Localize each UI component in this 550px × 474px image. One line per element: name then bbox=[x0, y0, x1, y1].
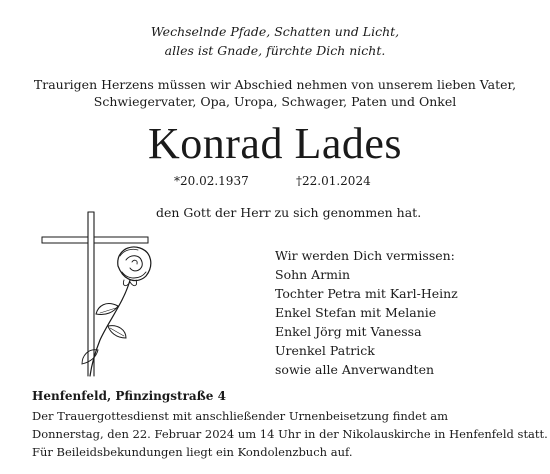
mourner-line-1: Wir werden Dich vermissen: bbox=[275, 248, 455, 263]
called-home-text: den Gott der Herr zu sich genommen hat. bbox=[156, 205, 422, 220]
intro-line-1: Traurigen Herzens müssen wir Abschied nehmen von unserem lieben Vater, bbox=[33, 77, 517, 92]
mourner-line-6: Urenkel Patrick bbox=[275, 343, 375, 358]
mourner-line-4: Enkel Stefan mit Melanie bbox=[275, 305, 437, 320]
deceased-name: Konrad Lades bbox=[147, 119, 402, 168]
motto-line-2: alles ist Gnade, fürchte Dich nicht. bbox=[164, 43, 386, 58]
cross-with-rose-icon bbox=[38, 210, 218, 380]
service-line-3: Für Beileidsbekundungen liegt ein Kondolenzbuch auf. bbox=[32, 445, 353, 459]
intro-line-2: Schwiegervater, Opa, Uropa, Schwager, Paten und Onkel bbox=[93, 94, 457, 109]
motto-line-1: Wechselnde Pfade, Schatten und Licht, bbox=[150, 24, 400, 39]
mourner-line-2: Sohn Armin bbox=[275, 267, 351, 282]
service-line-2: Donnerstag, den 22. Februar 2024 um 14 Uhr in der Nikolauskirche in Henfenfeld statt. bbox=[32, 427, 548, 441]
mourner-line-3: Tochter Petra mit Karl-Heinz bbox=[275, 286, 458, 301]
mourner-line-5: Enkel Jörg mit Vanessa bbox=[275, 324, 422, 339]
birth-date: *20.02.1937 bbox=[174, 174, 249, 188]
family-address: Henfenfeld, Pfinzingstraße 4 bbox=[32, 389, 226, 403]
mourner-line-7: sowie alle Anverwandten bbox=[275, 362, 435, 377]
service-line-1: Der Trauergottesdienst mit anschließender Urnenbeisetzung findet am bbox=[32, 409, 448, 423]
death-date: †22.01.2024 bbox=[296, 174, 371, 188]
